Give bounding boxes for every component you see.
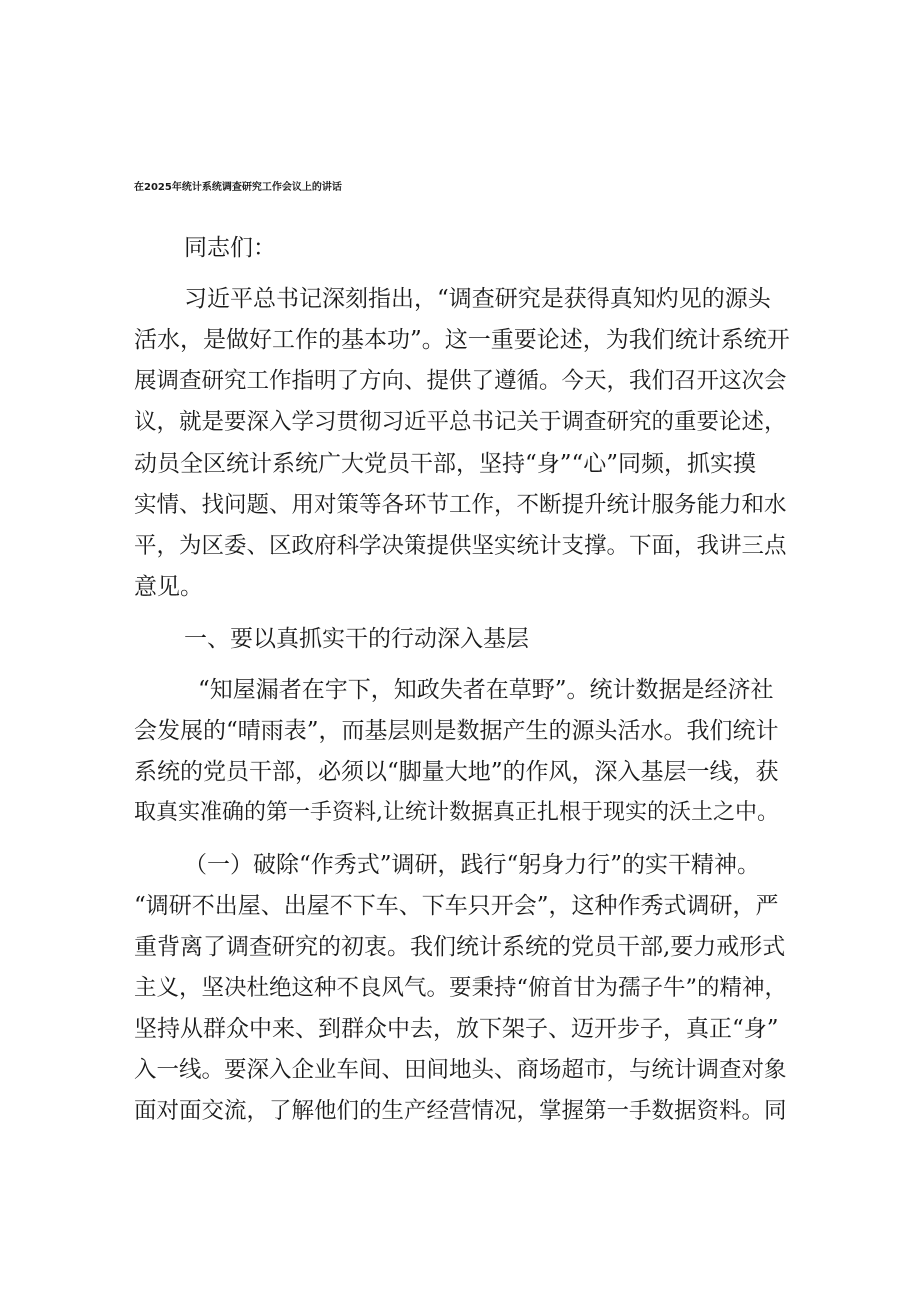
paragraph-line: （一）破除“作秀式”调研，践行“躬身力行”的实干精神。 <box>184 852 761 878</box>
paragraph-line: 主义，坚决杜绝这种不良风气。要秉持“俯首甘为孺子牛”的精神， <box>134 975 788 1001</box>
paragraph-line: “调研不出屋、出屋不下车、下车只开会”，这种作秀式调研，严 <box>134 893 779 919</box>
paragraph-line: 坚持从群众中来、到群众中去，放下架子、迈开步子，真正“身” <box>134 1016 779 1042</box>
paragraph-line: “知屋漏者在宇下，知政失者在草野”。统计数据是经济社 <box>198 677 774 703</box>
paragraph-line: 意见。 <box>134 574 203 600</box>
paragraph-line: 习近平总书记深刻指出，“调查研究是获得真知灼见的源头 <box>184 286 771 312</box>
paragraph-line: 入一线。要深入企业车间、田间地头、商场超市，与统计调查对象 <box>134 1057 787 1083</box>
paragraph-line: 议，就是要深入学习贯彻习近平总书记关于调查研究的重要论述， <box>134 409 787 435</box>
paragraph-line: 动员全区统计系统广大党员干部，坚持“身”“心”同频，抓实摸 <box>134 451 757 477</box>
section-heading: 一、要以真抓实干的行动深入基层 <box>184 626 529 652</box>
document-title: 在2025年统计系统调查研究工作会议上的讲话 <box>134 182 342 193</box>
paragraph-line: 系统的党员干部，必须以“脚量大地”的作风，深入基层一线，获 <box>134 759 779 785</box>
salutation: 同志们： <box>184 235 276 261</box>
paragraph-line: 平，为区委、区政府科学决策提供坚实统计支撑。下面，我讲三点 <box>134 533 787 559</box>
paragraph-line: 实情、找问题、用对策等各环节工作，不断提升统计服务能力和水 <box>134 492 787 518</box>
paragraph-line: 面对面交流，了解他们的生产经营情况，掌握第一手数据资料。同 <box>134 1098 787 1124</box>
paragraph-line: 取真实准确的第一手资料,让统计数据真正扎根于现实的沃土之中。 <box>134 800 779 825</box>
paragraph-line: 会发展的“晴雨表”，而基层则是数据产生的源头活水。我们统计 <box>134 718 779 744</box>
paragraph-line: 重背离了调查研究的初衷。我们统计系统的党员干部,要力戒形式 <box>134 934 786 960</box>
paragraph-line: 活水，是做好工作的基本功”。这一重要论述，为我们统计系统开 <box>134 327 790 353</box>
paragraph-line: 展调查研究工作指明了方向、提供了遵循。今天，我们召开这次会 <box>134 368 787 394</box>
